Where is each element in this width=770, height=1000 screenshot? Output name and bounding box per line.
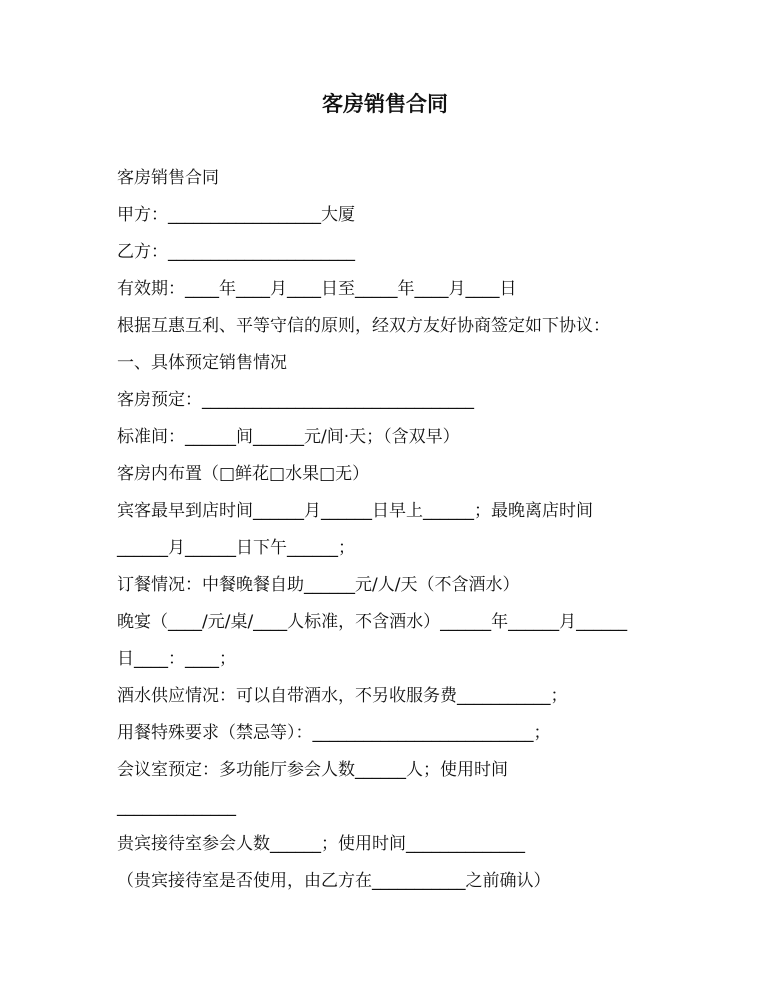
- vip-room-confirm-line: （贵宾接待室是否使用，由乙方在___________之前确认）: [117, 871, 551, 891]
- standard-room-line: 标准间：______间______元/间·天；（含双早）: [117, 427, 460, 447]
- agreement-preamble: 根据互惠互利、平等守信的原则，经双方友好协商签定如下协议：: [117, 316, 610, 336]
- document-title: 客房销售合同: [322, 92, 448, 116]
- party-b-line: 乙方：______________________: [117, 242, 355, 262]
- meeting-room-line: 会议室预定：多功能厅参会人数______人；使用时间: [117, 760, 508, 780]
- banquet-line: 晚宴（____/元/桌/____人标准，不含酒水）______年______月______: [117, 612, 628, 632]
- meal-booking-line: 订餐情况：中餐晚餐自助______元/人/天（不含酒水）: [117, 575, 520, 595]
- vip-room-line: 贵宾接待室参会人数______；使用时间______________: [117, 834, 525, 854]
- room-booking-line: 客房预定：________________________________: [117, 390, 474, 410]
- validity-period-line: 有效期：____年____月____日至_____年____月____日: [117, 279, 517, 299]
- section-heading-booking: 一、具体预定销售情况: [117, 353, 287, 373]
- arrival-time-line: 宾客最早到店时间______月______日早上______；最晚离店时间: [117, 501, 593, 521]
- room-decoration-line: 客房内布置（□鲜花□水果□无）: [117, 464, 370, 484]
- banquet-time-line: 日____：____；: [117, 649, 236, 669]
- contract-heading: 客房销售合同: [117, 168, 219, 188]
- departure-time-line: ______月______日下午______；: [117, 538, 355, 558]
- beverage-line: 酒水供应情况：可以自带酒水，不另收服务费___________；: [117, 686, 568, 706]
- party-a-line: 甲方：__________________大厦: [117, 205, 355, 225]
- meeting-room-time-blank: ______________: [117, 797, 236, 817]
- special-dietary-line: 用餐特殊要求（禁忌等）：__________________________；: [117, 723, 551, 743]
